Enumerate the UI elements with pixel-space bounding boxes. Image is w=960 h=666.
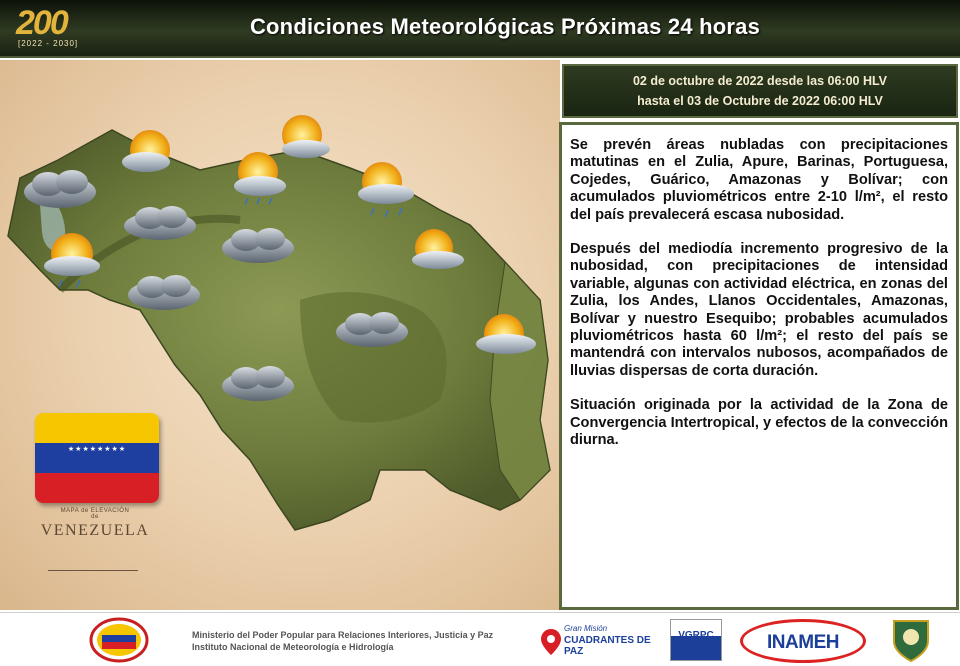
logo-digits: 200 — [16, 4, 67, 42]
location-pin-icon — [540, 627, 562, 657]
validity-line-1: 02 de octubre de 2022 desde las 06:00 HLV — [632, 74, 888, 88]
shield-icon — [890, 617, 932, 663]
validity-period-box — [562, 64, 958, 118]
validity-line-2: hasta el 03 de Octubre de 2022 06:00 HLV — [637, 94, 883, 108]
forecast-text-box — [559, 122, 959, 610]
vgrpc-logo: VGRPC — [670, 619, 722, 661]
ministry-line-1: Ministerio del Poder Popular para Relaciones Interiores, Justicia y Paz — [192, 630, 494, 640]
inameh-logo: INAMEH — [740, 619, 866, 663]
forecast-paragraph-2: Después del mediodía incremento progresivo de la nubosidad, con precipitaciones de intensidad variable, algunas con actividad eléctrica, en zonas del Zulia, los Andes, Llanos Occidentales, Amazonas, Bolívar y nuestro Esequibo; probables acumulados pluviométricos hasta 60 l/m²; el resto del país se mantendrá con intervalos nubosos, acompañados de lluvias dispersas de corta duración. — [570, 241, 948, 379]
sun-cloud-icon — [282, 115, 330, 158]
map-label-small: MAPA de ELEVACIÓN — [60, 508, 130, 514]
map-label-country: VENEZUELA — [40, 522, 150, 539]
map-title-block — [40, 508, 150, 540]
header-bar — [0, 0, 960, 58]
coat-of-arms-icon — [88, 617, 150, 663]
flag-stars-icon: ★★★★★★★★ — [67, 445, 127, 453]
ministry-line-2: Instituto Nacional de Meteorología e Hidrología — [192, 642, 394, 652]
forecast-paragraph-3: Situación originada por la actividad de la Zona de Convergencia Intertropical, y efectos de la convección diurna. — [570, 397, 948, 449]
page-title: Condiciones Meteorológicas Próximas 24 horas — [249, 14, 761, 39]
relief-map — [0, 60, 560, 610]
forecast-paragraph-1: Se prevén áreas nubladas con precipitaciones matutinas en el Zulia, Apure, Barinas, Portuguesa, Cojedes, Guárico, Amazonas y Bolívar; con acumulados pluviométricos entre 2-10 l/m², el resto del país prevalecerá escasa nubosidad. — [570, 137, 948, 223]
map-label-de: de — [91, 514, 99, 520]
footer-bar — [0, 612, 960, 666]
logo-range: [2022 - 2030] — [18, 39, 79, 48]
cuadrantes-de-paz-logo: Gran Misión CUADRANTES DE PAZ — [540, 621, 662, 661]
ministry-text — [192, 629, 493, 653]
map-scale-bar — [48, 565, 138, 571]
venezuela-flag — [35, 413, 159, 503]
